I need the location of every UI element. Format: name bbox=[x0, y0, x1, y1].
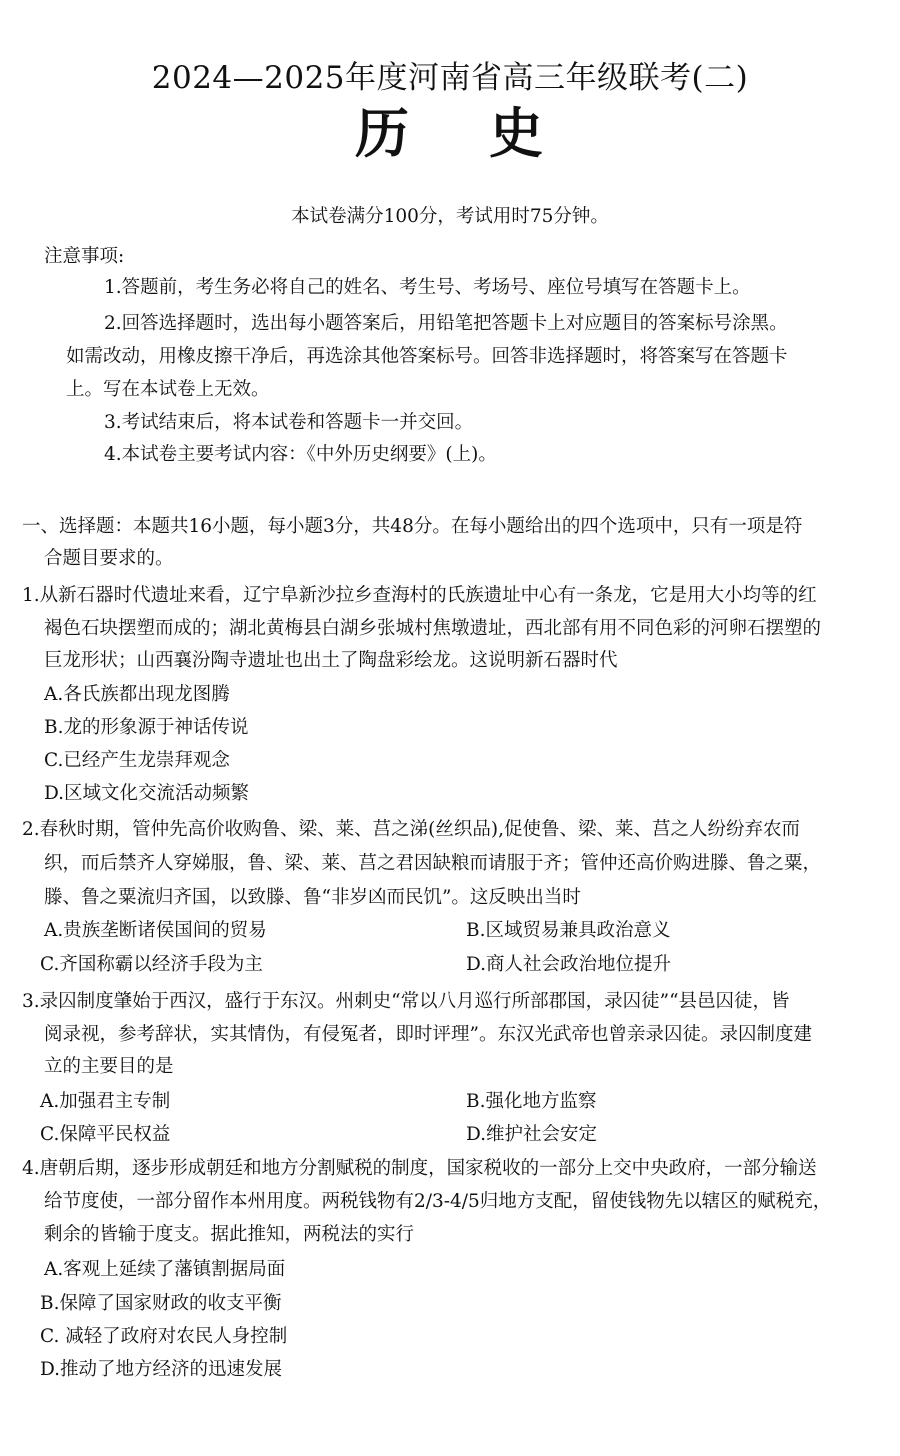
q3-stem-line-2: 阅录视，参考辞状，实其情伪，有侵冤者，即时评理”。东汉光武帝也曾亲录囚徒。录囚制度建 bbox=[44, 1024, 812, 1045]
note-1: 1.答题前，考生务必将自己的姓名、考生号、考场号、座位号填写在答题卡上。 bbox=[104, 277, 751, 298]
exam-title: 2024—2025年度河南省高三年级联考(二) bbox=[151, 60, 749, 96]
q2-option-d: D.商人社会政治地位提升 bbox=[466, 954, 672, 975]
q2-option-a: A.贵族垄断诸侯国间的贸易 bbox=[44, 920, 267, 941]
q1-option-b: B.龙的形象源于神话传说 bbox=[44, 717, 249, 738]
note-4: 4.本试卷主要考试内容：《中外历史纲要》(上)。 bbox=[104, 444, 497, 465]
q4-stem-line-2: 给节度使，一部分留作本州用度。两税钱物有2/3-4/5归地方支配，留使钱物先以辖区的赋税充， bbox=[44, 1191, 832, 1212]
q3-option-c: C.保障平民权益 bbox=[40, 1124, 171, 1145]
q3-option-b: B.强化地方监察 bbox=[466, 1091, 597, 1112]
q1-stem-line-2: 褐色石块摆塑而成的；湖北黄梅县白湖乡张城村焦墩遗址，西北部有用不同色彩的河卵石摆塑的 bbox=[44, 618, 822, 639]
q4-option-d: D.推动了地方经济的迅速发展 bbox=[40, 1359, 283, 1380]
q4-stem-line-3: 剩余的皆输于度支。据此推知，两税法的实行 bbox=[44, 1224, 415, 1245]
q2-option-b: B.区域贸易兼具政治意义 bbox=[466, 920, 671, 941]
exam-info: 本试卷满分100分，考试用时75分钟。 bbox=[291, 206, 609, 227]
note-2-line-2: 如需改动，用橡皮擦干净后，再选涂其他答案标号。回答非选择题时，将答案写在答题卡 bbox=[66, 346, 788, 367]
subject-char-2: 史 bbox=[489, 101, 545, 165]
q1-stem-line-1: 1.从新石器时代遗址来看，辽宁阜新沙拉乡查海村的氏族遗址中心有一条龙，它是用大小均等的红 bbox=[22, 585, 817, 606]
q4-option-c: C. 减轻了政府对农民人身控制 bbox=[40, 1326, 288, 1347]
q3-stem-line-3: 立的主要目的是 bbox=[44, 1056, 174, 1077]
q1-option-d: D.区域文化交流活动频繁 bbox=[44, 783, 250, 804]
q3-stem-line-1: 3.录囚制度肇始于西汉，盛行于东汉。州刺史“常以八月巡行所部郡国，录囚徒”“县邑囚徒，皆 bbox=[22, 991, 790, 1012]
q2-stem-line-2: 织，而后禁齐人穿娣服，鲁、梁、莱、莒之君因缺粮而请服于齐；管仲还高价购进滕、鲁之粟， bbox=[44, 853, 822, 874]
q4-option-a: A.客观上延续了藩镇割据局面 bbox=[44, 1259, 286, 1280]
q3-option-a: A.加强君主专制 bbox=[40, 1091, 171, 1112]
q2-stem-line-3: 滕、鲁之粟流归齐国，以致滕、鲁“非岁凶而民饥”。这反映出当时 bbox=[44, 887, 581, 908]
notes-heading: 注意事项: bbox=[44, 246, 125, 267]
note-2-line-1: 2.回答选择题时，选出每小题答案后，用铅笔把答题卡上对应题目的答案标号涂黑。 bbox=[104, 313, 788, 334]
q1-option-a: A.各氏族都出现龙图腾 bbox=[44, 684, 230, 705]
subject-title bbox=[0, 100, 900, 166]
q4-stem-line-1: 4.唐朝后期，逐步形成朝廷和地方分割赋税的制度，国家税收的一部分上交中央政府，一部分输送 bbox=[22, 1158, 817, 1179]
q1-stem-line-3: 巨龙形状；山西襄汾陶寺遗址也出土了陶盘彩绘龙。这说明新石器时代 bbox=[44, 650, 618, 671]
note-3: 3.考试结束后，将本试卷和答题卡一并交回。 bbox=[104, 412, 474, 433]
q4-option-b: B.保障了国家财政的收支平衡 bbox=[40, 1293, 282, 1314]
section-heading-line-1: 一、选择题：本题共16小题，每小题3分，共48分。在每小题给出的四个选项中，只有一项是符 bbox=[22, 516, 803, 537]
q2-option-c: C.齐国称霸以经济手段为主 bbox=[40, 954, 263, 975]
subject-char-1: 历 bbox=[355, 101, 411, 165]
q2-stem-line-1: 2.春秋时期，管仲先高价收购鲁、梁、莱、莒之涕(丝织品),促使鲁、梁、莱、莒之人纷纷弃农而 bbox=[22, 819, 800, 840]
q1-option-c: C.已经产生龙崇拜观念 bbox=[44, 750, 230, 771]
q3-option-d: D.维护社会安定 bbox=[466, 1124, 598, 1145]
note-2-line-3: 上。写在本试卷上无效。 bbox=[66, 379, 270, 400]
section-heading-line-2: 合题目要求的。 bbox=[44, 548, 174, 569]
